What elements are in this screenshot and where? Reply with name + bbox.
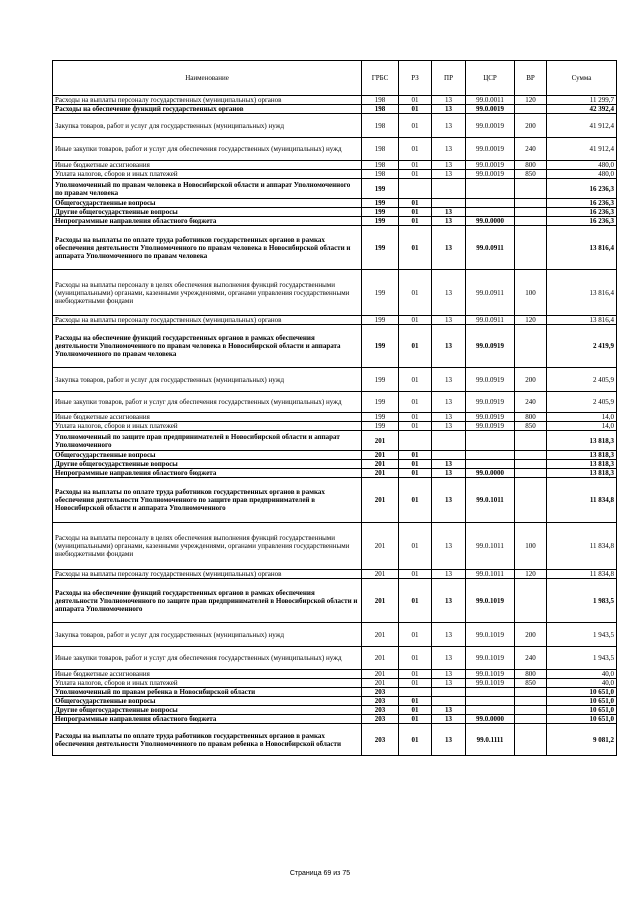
cell-csr: 99.0.0019 xyxy=(466,170,515,179)
page-number: Страница 69 из 75 xyxy=(289,870,351,877)
cell-grbs: 201 xyxy=(362,523,399,570)
cell-pr: 13 xyxy=(432,715,466,724)
table-row xyxy=(53,469,617,478)
cell-sum: 10 651,0 xyxy=(547,715,617,724)
cell-pr: 13 xyxy=(432,422,466,431)
cell-grbs: 199 xyxy=(362,422,399,431)
cell-name: Другие общегосударственные вопросы xyxy=(53,208,362,217)
cell-rz: 01 xyxy=(399,697,432,706)
cell-vr xyxy=(515,226,547,270)
cell-vr: 800 xyxy=(515,413,547,422)
cell-name: Уполномоченный по правам человека в Новосибирской области и аппарат Уполномоченного по правам человека xyxy=(53,179,362,199)
cell-grbs: 201 xyxy=(362,623,399,647)
cell-name: Иные закупки товаров, работ и услуг для обеспечения государственных (муниципальных) нужд xyxy=(53,138,362,161)
cell-name: Закупка товаров, работ и услуг для государственных (муниципальных) нужд xyxy=(53,114,362,138)
cell-grbs: 198 xyxy=(362,96,399,105)
cell-pr xyxy=(432,697,466,706)
cell-sum: 1 943,5 xyxy=(547,623,617,647)
cell-vr xyxy=(515,208,547,217)
table-row xyxy=(53,688,617,697)
cell-csr: 99.0.1019 xyxy=(466,670,515,679)
table-header-row xyxy=(53,61,617,96)
cell-grbs: 199 xyxy=(362,316,399,325)
cell-csr: 99.0.1011 xyxy=(466,478,515,523)
cell-vr xyxy=(515,325,547,368)
cell-csr: 99.0.1019 xyxy=(466,647,515,670)
cell-vr: 800 xyxy=(515,670,547,679)
cell-vr xyxy=(515,431,547,451)
cell-rz: 01 xyxy=(399,469,432,478)
table-row xyxy=(53,670,617,679)
cell-grbs: 199 xyxy=(362,368,399,392)
table-row xyxy=(53,413,617,422)
cell-csr: 99.0.0019 xyxy=(466,138,515,161)
cell-grbs: 201 xyxy=(362,451,399,460)
cell-rz: 01 xyxy=(399,114,432,138)
cell-csr: 99.0.0000 xyxy=(466,715,515,724)
cell-vr xyxy=(515,179,547,199)
cell-csr: 99.0.1019 xyxy=(466,579,515,623)
cell-vr: 120 xyxy=(515,316,547,325)
cell-name: Другие общегосударственные вопросы xyxy=(53,460,362,469)
cell-vr xyxy=(515,715,547,724)
cell-grbs: 201 xyxy=(362,579,399,623)
cell-name: Иные бюджетные ассигнования xyxy=(53,670,362,679)
cell-grbs: 203 xyxy=(362,715,399,724)
cell-csr: 99.0.0919 xyxy=(466,368,515,392)
cell-pr: 13 xyxy=(432,679,466,688)
cell-pr xyxy=(432,431,466,451)
cell-pr: 13 xyxy=(432,579,466,623)
cell-vr: 850 xyxy=(515,679,547,688)
table-row xyxy=(53,208,617,217)
cell-csr: 99.0.0919 xyxy=(466,413,515,422)
cell-name: Расходы на выплаты персоналу в целях обеспечения выполнения функций государственными (муниципальными) органами, казенными учреждениями, органами управления государственными внебюджетными фондами xyxy=(53,523,362,570)
col-header-name: Наименование xyxy=(53,61,362,96)
cell-grbs: 198 xyxy=(362,114,399,138)
cell-pr: 13 xyxy=(432,413,466,422)
cell-pr: 13 xyxy=(432,170,466,179)
cell-pr xyxy=(432,179,466,199)
cell-vr: 850 xyxy=(515,170,547,179)
cell-name: Расходы на обеспечение функций государственных органов xyxy=(53,105,362,114)
cell-pr xyxy=(432,451,466,460)
col-header-csr: ЦСР xyxy=(466,61,515,96)
cell-sum: 41 912,4 xyxy=(547,114,617,138)
cell-name: Уполномоченный по защите прав предпринимателей в Новосибирской области и аппарат Уполномоченного xyxy=(53,431,362,451)
cell-rz: 01 xyxy=(399,392,432,413)
cell-csr xyxy=(466,688,515,697)
cell-name: Общегосударственные вопросы xyxy=(53,451,362,460)
cell-sum: 42 392,4 xyxy=(547,105,617,114)
cell-sum: 10 651,0 xyxy=(547,688,617,697)
cell-sum: 13 818,3 xyxy=(547,469,617,478)
cell-sum: 40,0 xyxy=(547,679,617,688)
cell-pr: 13 xyxy=(432,96,466,105)
cell-rz: 01 xyxy=(399,161,432,170)
cell-vr: 120 xyxy=(515,570,547,579)
cell-sum: 480,0 xyxy=(547,161,617,170)
cell-rz: 01 xyxy=(399,523,432,570)
cell-sum: 11 299,7 xyxy=(547,96,617,105)
cell-grbs: 201 xyxy=(362,478,399,523)
cell-pr: 13 xyxy=(432,161,466,170)
cell-csr xyxy=(466,208,515,217)
table-row xyxy=(53,523,617,570)
cell-pr: 13 xyxy=(432,114,466,138)
cell-sum: 13 816,4 xyxy=(547,316,617,325)
cell-pr: 13 xyxy=(432,105,466,114)
cell-name: Расходы на выплаты персоналу государственных (муниципальных) органов xyxy=(53,96,362,105)
cell-csr: 99.0.0919 xyxy=(466,325,515,368)
cell-grbs: 203 xyxy=(362,706,399,715)
cell-csr: 99.0.0911 xyxy=(466,316,515,325)
cell-pr xyxy=(432,688,466,697)
cell-csr xyxy=(466,706,515,715)
cell-name: Уплата налогов, сборов и иных платежей xyxy=(53,170,362,179)
cell-csr xyxy=(466,697,515,706)
cell-grbs: 201 xyxy=(362,469,399,478)
cell-sum: 14,0 xyxy=(547,413,617,422)
cell-pr: 13 xyxy=(432,523,466,570)
cell-rz: 01 xyxy=(399,217,432,226)
table-row xyxy=(53,179,617,199)
cell-pr: 13 xyxy=(432,469,466,478)
cell-rz: 01 xyxy=(399,570,432,579)
table-row xyxy=(53,451,617,460)
table-row xyxy=(53,570,617,579)
col-header-grbs: ГРБС xyxy=(362,61,399,96)
table-row xyxy=(53,96,617,105)
cell-pr: 13 xyxy=(432,217,466,226)
cell-grbs: 201 xyxy=(362,647,399,670)
cell-rz: 01 xyxy=(399,96,432,105)
table-row xyxy=(53,478,617,523)
cell-vr: 200 xyxy=(515,623,547,647)
cell-grbs: 199 xyxy=(362,208,399,217)
cell-name: Непрограммные направления областного бюджета xyxy=(53,217,362,226)
cell-pr: 13 xyxy=(432,392,466,413)
cell-csr: 99.0.0911 xyxy=(466,270,515,316)
cell-csr: 99.0.1011 xyxy=(466,523,515,570)
table-row xyxy=(53,697,617,706)
cell-rz: 01 xyxy=(399,451,432,460)
cell-sum: 2 405,9 xyxy=(547,368,617,392)
cell-name: Закупка товаров, работ и услуг для государственных (муниципальных) нужд xyxy=(53,368,362,392)
cell-sum: 1 943,5 xyxy=(547,647,617,670)
table-row xyxy=(53,647,617,670)
cell-grbs: 201 xyxy=(362,570,399,579)
table-row xyxy=(53,105,617,114)
cell-name: Непрограммные направления областного бюджета xyxy=(53,469,362,478)
cell-vr: 800 xyxy=(515,161,547,170)
cell-rz: 01 xyxy=(399,368,432,392)
cell-csr: 99.0.1111 xyxy=(466,724,515,756)
cell-rz xyxy=(399,688,432,697)
cell-pr: 13 xyxy=(432,270,466,316)
cell-vr xyxy=(515,724,547,756)
cell-pr: 13 xyxy=(432,316,466,325)
cell-grbs: 199 xyxy=(362,270,399,316)
cell-vr xyxy=(515,469,547,478)
cell-sum: 10 651,0 xyxy=(547,706,617,715)
cell-vr xyxy=(515,688,547,697)
cell-csr xyxy=(466,460,515,469)
cell-name: Непрограммные направления областного бюджета xyxy=(53,715,362,724)
cell-vr: 240 xyxy=(515,392,547,413)
cell-vr xyxy=(515,706,547,715)
cell-vr: 100 xyxy=(515,523,547,570)
table-row xyxy=(53,199,617,208)
cell-sum: 11 834,8 xyxy=(547,570,617,579)
table-row xyxy=(53,138,617,161)
cell-csr: 99.0.0000 xyxy=(466,469,515,478)
cell-vr xyxy=(515,217,547,226)
cell-sum: 11 834,8 xyxy=(547,523,617,570)
cell-pr: 13 xyxy=(432,670,466,679)
cell-name: Уплата налогов, сборов и иных платежей xyxy=(53,422,362,431)
cell-pr: 13 xyxy=(432,325,466,368)
cell-name: Другие общегосударственные вопросы xyxy=(53,706,362,715)
cell-name: Расходы на выплаты по оплате труда работников государственных органов в рамках обеспечения деятельности Уполномоченного по защите прав предпринимателей в Новосибирской области и аппарата Уполномоченного xyxy=(53,478,362,523)
table-row xyxy=(53,715,617,724)
cell-csr: 99.0.0919 xyxy=(466,392,515,413)
cell-sum: 40,0 xyxy=(547,670,617,679)
cell-grbs: 199 xyxy=(362,179,399,199)
cell-name: Закупка товаров, работ и услуг для государственных (муниципальных) нужд xyxy=(53,623,362,647)
cell-csr: 99.0.0019 xyxy=(466,161,515,170)
cell-csr: 99.0.0011 xyxy=(466,96,515,105)
cell-csr: 99.0.0019 xyxy=(466,114,515,138)
cell-sum: 9 081,2 xyxy=(547,724,617,756)
cell-rz: 01 xyxy=(399,715,432,724)
cell-vr: 100 xyxy=(515,270,547,316)
col-header-vr: ВР xyxy=(515,61,547,96)
cell-name: Расходы на выплаты персоналу государственных (муниципальных) органов xyxy=(53,316,362,325)
table-row xyxy=(53,226,617,270)
cell-pr: 13 xyxy=(432,368,466,392)
table-body xyxy=(53,96,617,756)
cell-grbs: 199 xyxy=(362,392,399,413)
cell-rz: 01 xyxy=(399,706,432,715)
cell-vr: 120 xyxy=(515,96,547,105)
cell-rz: 01 xyxy=(399,105,432,114)
cell-sum: 13 818,3 xyxy=(547,451,617,460)
cell-vr xyxy=(515,199,547,208)
cell-rz: 01 xyxy=(399,460,432,469)
cell-sum: 2 419,9 xyxy=(547,325,617,368)
cell-name: Иные закупки товаров, работ и услуг для обеспечения государственных (муниципальных) нужд xyxy=(53,392,362,413)
table-row xyxy=(53,392,617,413)
cell-grbs: 198 xyxy=(362,161,399,170)
cell-vr xyxy=(515,451,547,460)
cell-sum: 13 816,4 xyxy=(547,270,617,316)
cell-rz: 01 xyxy=(399,316,432,325)
cell-vr xyxy=(515,697,547,706)
cell-grbs: 201 xyxy=(362,431,399,451)
cell-rz: 01 xyxy=(399,647,432,670)
cell-csr: 99.0.0000 xyxy=(466,217,515,226)
cell-rz xyxy=(399,431,432,451)
cell-csr: 99.0.0919 xyxy=(466,422,515,431)
table-row xyxy=(53,431,617,451)
table-row xyxy=(53,270,617,316)
cell-pr: 13 xyxy=(432,460,466,469)
col-header-pr: ПР xyxy=(432,61,466,96)
cell-grbs: 201 xyxy=(362,670,399,679)
cell-csr: 99.0.0911 xyxy=(466,226,515,270)
cell-name: Иные закупки товаров, работ и услуг для обеспечения государственных (муниципальных) нужд xyxy=(53,647,362,670)
cell-rz: 01 xyxy=(399,325,432,368)
cell-grbs: 203 xyxy=(362,724,399,756)
cell-grbs: 201 xyxy=(362,460,399,469)
cell-vr xyxy=(515,105,547,114)
cell-csr: 99.0.1019 xyxy=(466,623,515,647)
cell-name: Общегосударственные вопросы xyxy=(53,697,362,706)
table-row xyxy=(53,623,617,647)
cell-rz: 01 xyxy=(399,679,432,688)
cell-pr: 13 xyxy=(432,570,466,579)
cell-name: Расходы на выплаты по оплате труда работников государственных органов в рамках обеспечения деятельности Уполномоченного по правам человека в Новосибирской области и аппарата Уполномоченного по правам человека xyxy=(53,226,362,270)
cell-vr: 850 xyxy=(515,422,547,431)
cell-pr: 13 xyxy=(432,208,466,217)
cell-pr: 13 xyxy=(432,647,466,670)
cell-grbs: 201 xyxy=(362,679,399,688)
cell-name: Расходы на обеспечение функций государственных органов в рамках обеспечения деятельности Уполномоченного по защите прав предпринимателей в Новосибирской области и аппарата Уполномоченного xyxy=(53,579,362,623)
cell-sum: 13 818,3 xyxy=(547,431,617,451)
cell-rz: 01 xyxy=(399,579,432,623)
cell-grbs: 203 xyxy=(362,688,399,697)
cell-sum: 11 834,8 xyxy=(547,478,617,523)
cell-grbs: 199 xyxy=(362,217,399,226)
cell-csr xyxy=(466,179,515,199)
cell-name: Иные бюджетные ассигнования xyxy=(53,161,362,170)
cell-rz: 01 xyxy=(399,422,432,431)
table-row xyxy=(53,161,617,170)
cell-name: Иные бюджетные ассигнования xyxy=(53,413,362,422)
cell-csr xyxy=(466,199,515,208)
cell-csr: 99.0.1019 xyxy=(466,679,515,688)
cell-name: Уполномоченный по правам ребенка в Новосибирской области xyxy=(53,688,362,697)
cell-rz: 01 xyxy=(399,226,432,270)
cell-sum: 10 651,0 xyxy=(547,697,617,706)
cell-rz: 01 xyxy=(399,199,432,208)
table-row xyxy=(53,706,617,715)
cell-sum: 1 983,5 xyxy=(547,579,617,623)
cell-csr xyxy=(466,451,515,460)
cell-sum: 13 816,4 xyxy=(547,226,617,270)
col-header-sum: Сумма xyxy=(547,61,617,96)
cell-vr xyxy=(515,460,547,469)
table-row xyxy=(53,724,617,756)
cell-name: Уплата налогов, сборов и иных платежей xyxy=(53,679,362,688)
table-row xyxy=(53,460,617,469)
cell-csr: 99.0.0019 xyxy=(466,105,515,114)
cell-grbs: 199 xyxy=(362,226,399,270)
cell-sum: 2 405,9 xyxy=(547,392,617,413)
cell-pr xyxy=(432,199,466,208)
cell-pr: 13 xyxy=(432,724,466,756)
cell-vr: 200 xyxy=(515,114,547,138)
cell-name: Общегосударственные вопросы xyxy=(53,199,362,208)
table-row xyxy=(53,422,617,431)
cell-grbs: 198 xyxy=(362,170,399,179)
cell-name: Расходы на выплаты персоналу в целях обеспечения выполнения функций государственными (муниципальными) органами, казенными учреждениями, органами управления государственными внебюджетными фондами xyxy=(53,270,362,316)
cell-grbs: 199 xyxy=(362,199,399,208)
cell-rz: 01 xyxy=(399,623,432,647)
cell-pr: 13 xyxy=(432,623,466,647)
cell-grbs: 198 xyxy=(362,138,399,161)
cell-pr: 13 xyxy=(432,478,466,523)
cell-sum: 16 236,3 xyxy=(547,179,617,199)
cell-vr xyxy=(515,579,547,623)
cell-sum: 16 236,3 xyxy=(547,199,617,208)
cell-rz: 01 xyxy=(399,478,432,523)
cell-sum: 13 818,3 xyxy=(547,460,617,469)
cell-vr: 200 xyxy=(515,368,547,392)
table-row xyxy=(53,579,617,623)
cell-csr: 99.0.1011 xyxy=(466,570,515,579)
cell-grbs: 199 xyxy=(362,413,399,422)
table-row xyxy=(53,170,617,179)
cell-name: Расходы на выплаты персоналу государственных (муниципальных) органов xyxy=(53,570,362,579)
cell-rz xyxy=(399,179,432,199)
table-row xyxy=(53,325,617,368)
cell-rz: 01 xyxy=(399,670,432,679)
cell-rz: 01 xyxy=(399,138,432,161)
table-row xyxy=(53,316,617,325)
cell-sum: 16 236,3 xyxy=(547,217,617,226)
cell-pr: 13 xyxy=(432,138,466,161)
cell-pr: 13 xyxy=(432,226,466,270)
cell-rz: 01 xyxy=(399,724,432,756)
col-header-rz: РЗ xyxy=(399,61,432,96)
cell-rz: 01 xyxy=(399,170,432,179)
table-row xyxy=(53,679,617,688)
cell-rz: 01 xyxy=(399,413,432,422)
cell-csr xyxy=(466,431,515,451)
cell-name: Расходы на обеспечение функций государственных органов в рамках обеспечения деятельности Уполномоченного по правам человека в Новосибирской области и аппарата Уполномоченного по правам человека xyxy=(53,325,362,368)
cell-vr: 240 xyxy=(515,647,547,670)
cell-grbs: 203 xyxy=(362,697,399,706)
cell-sum: 16 236,3 xyxy=(547,208,617,217)
cell-grbs: 199 xyxy=(362,325,399,368)
cell-vr: 240 xyxy=(515,138,547,161)
cell-sum: 14,0 xyxy=(547,422,617,431)
table-row xyxy=(53,114,617,138)
cell-name: Расходы на выплаты по оплате труда работников государственных органов в рамках обеспечения деятельности Уполномоченного по правам ребенка в Новосибирской области xyxy=(53,724,362,756)
cell-rz: 01 xyxy=(399,270,432,316)
cell-vr xyxy=(515,478,547,523)
cell-rz: 01 xyxy=(399,208,432,217)
cell-sum: 480,0 xyxy=(547,170,617,179)
cell-pr: 13 xyxy=(432,706,466,715)
cell-sum: 41 912,4 xyxy=(547,138,617,161)
budget-table xyxy=(52,60,617,756)
table-row xyxy=(53,368,617,392)
cell-grbs: 198 xyxy=(362,105,399,114)
table-row xyxy=(53,217,617,226)
